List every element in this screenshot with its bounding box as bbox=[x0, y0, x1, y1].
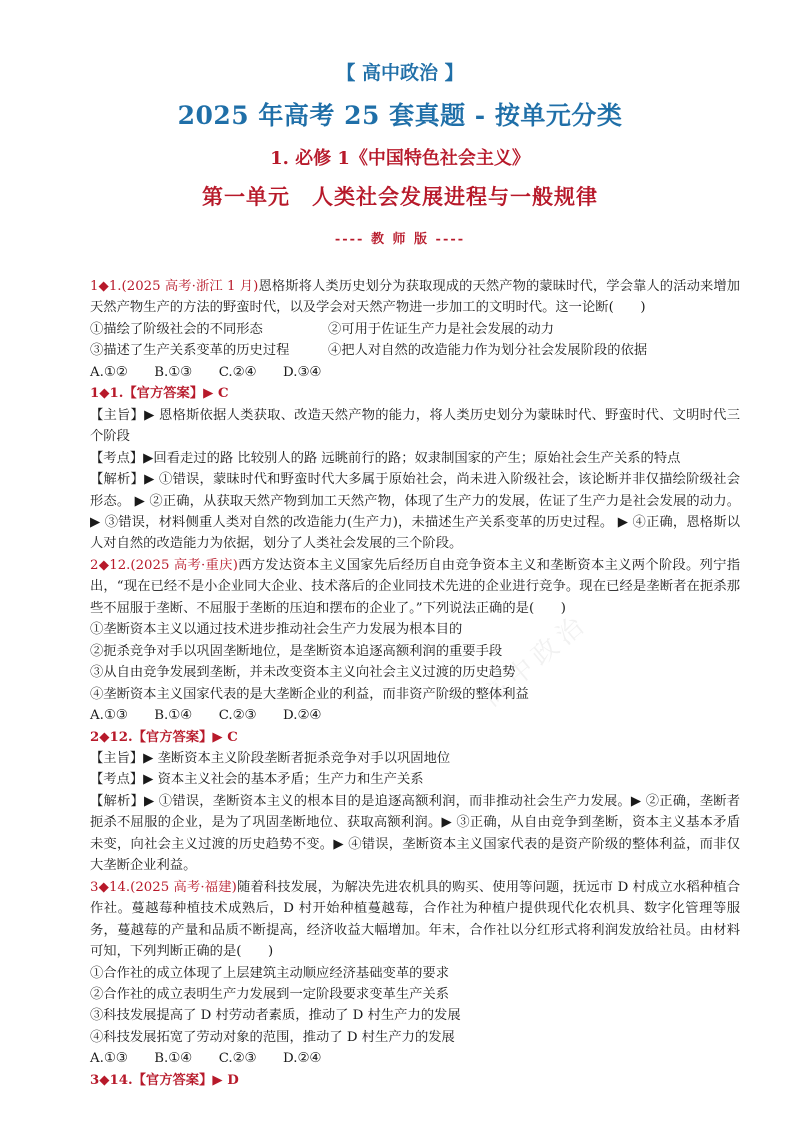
watermark: 高中政治 bbox=[476, 607, 595, 714]
question-2-stem bbox=[62, 555, 740, 619]
question-analysis: 【解析】▶ ①错误，垄断资本主义的根本目的是追逐高额利润，而非推动社会生产力发展。▶ ②正确，垄断者扼杀不屈服的企业，是为了巩固垄断地位、获取高额利润。▶ ③正确，从自由竞争到垄断，资本主义基本矛盾未变，向社会主义过渡的历史趋势不变。▶ ④错误，垄断资本主义国家代表的是资产阶级的整体利益，而非仅大垄断企业利益。 bbox=[90, 793, 740, 874]
question-source: (2025 高考·福建) bbox=[130, 879, 237, 895]
question-theme: 【主旨】▶ 垄断资本主义阶段垄断者扼杀竞争对手以巩固地位 bbox=[90, 750, 451, 766]
book-heading: 1. 必修 1《中国特色社会主义》 bbox=[270, 148, 530, 169]
question-text: 恩格斯将人类历史划分为获取现成的天然产物的蒙昧时代，学会靠人的活动来增加天然产物生产的方法的野蛮时代，以及学会对天然产物进一步加工的文明时代。这一论断( ) bbox=[90, 279, 741, 316]
question-text: 随着科技发展，为解决先进农机具的购买、使用等问题，抚远市 D 村成立水稻种植合作社。蔓越莓种植技术成熟后，D 村开始种植蔓越莓，合作社为种植户提供现代化农机具、数字化管理等服务，蔓越莓的产量和品质不断提高，经济收益大幅增加。年末，合作社以分红形式将利润发放给社员。由材料可知，下列判断正确的是( ) bbox=[90, 879, 740, 960]
question-number: 2◆12. bbox=[90, 557, 131, 573]
statement: ①描绘了阶级社会的不同形态 bbox=[90, 321, 263, 337]
page-title: 2025 年高考 25 套真题 - 按单元分类 bbox=[177, 101, 623, 130]
answer-options: A.①③ B.①④ C.②③ D.②④ bbox=[90, 1051, 322, 1067]
official-answer: 2◆12.【官方答案】▶ C bbox=[90, 729, 238, 745]
statement: ④垄断资本主义国家代表的是大垄断企业的利益，而非资产阶级的整体利益 bbox=[90, 686, 529, 702]
question-text: 西方发达资本主义国家先后经历自由竞争资本主义和垄断资本主义两个阶段。列宁指出，“现在已经不是小企业同大企业、技术落后的企业同技术先进的企业进行竞争。现在已经是垄断者在扼杀那些不屈服于垄断、不屈服于垄断的压迫和摆布的企业了。”下列说法正确的是( ) bbox=[90, 557, 740, 616]
statement: ④科技发展拓宽了劳动对象的范围，推动了 D 村生产力的发展 bbox=[90, 1029, 455, 1045]
statement-row bbox=[62, 340, 740, 361]
statement-row bbox=[62, 319, 740, 340]
question-source: (2025 高考·浙江 1 月) bbox=[121, 279, 259, 294]
statement: ③描述了生产关系变革的历史过程 bbox=[90, 343, 290, 359]
statement: ③科技发展提高了 D 村劳动者素质，推动了 D 村生产力的发展 bbox=[90, 1008, 461, 1024]
statement: ①垄断资本主义以通过技术进步推动社会生产力发展为根本目的 bbox=[90, 622, 463, 638]
question-number: 1◆1. bbox=[90, 279, 122, 294]
answer-options: A.①③ B.①④ C.②③ D.②④ bbox=[90, 708, 322, 724]
statement: ②扼杀竞争对手以巩固垄断地位，是垄断资本追逐高额利润的重要手段 bbox=[90, 643, 503, 659]
official-answer: 1◆1.【官方答案】▶ C bbox=[90, 386, 229, 402]
statement: ②合作社的成立表明生产力发展到一定阶段要求变革生产关系 bbox=[90, 986, 450, 1002]
question-theme: 【主旨】▶ 恩格斯依据人类获取、改造天然产物的能力，将人类历史划分为蒙昧时代、野蛮时代、文明时代三个阶段 bbox=[90, 407, 740, 445]
statement: ②可用于佐证生产力是社会发展的动力 bbox=[328, 321, 555, 337]
question-analysis: 【解析】▶ ①错误，蒙昧时代和野蛮时代大多属于原始社会，尚未进入阶级社会，该论断并非仅描绘阶级社会形态。 ▶ ②正确，从获取天然产物到加工天然产物，体现了生产力的发展，佐证了生产力是社会发展的动力。 ▶ ③错误，材料侧重人类对自然的改造能力(生产力)，未描述生产关系变革的历史过程。 ▶ ④正确，恩格斯以人对自然的改造能力为依据，划分了人类社会发展的三个阶段。 bbox=[90, 472, 740, 552]
statement: ③从自由竞争发展到垄断，并未改变资本主义向社会主义过渡的历史趋势 bbox=[90, 665, 516, 681]
unit-heading: 第一单元 人类社会发展进程与一般规律 bbox=[202, 184, 598, 209]
statement: ④把人对自然的改造能力作为划分社会发展阶段的依据 bbox=[328, 343, 648, 359]
question-topic: 【考点】▶ 资本主义社会的基本矛盾；生产力和生产关系 bbox=[90, 772, 424, 788]
statement: ①合作社的成立体现了上层建筑主动顺应经济基础变革的要求 bbox=[90, 965, 450, 981]
official-answer: 3◆14.【官方答案】▶ D bbox=[90, 1072, 239, 1088]
answer-options: A.①② B.①③ C.②④ D.③④ bbox=[90, 364, 322, 380]
edition-label: ---- 教 师 版 ---- bbox=[334, 232, 466, 247]
subject-heading: 【 高中政治 】 bbox=[336, 62, 464, 84]
question-number: 3◆14. bbox=[90, 879, 131, 895]
question-3-stem bbox=[62, 877, 740, 963]
question-1-stem bbox=[62, 276, 740, 319]
question-topic: 【考点】▶回看走过的路 比较别人的路 远眺前行的路；奴隶制国家的产生；原始社会生产关系的特点 bbox=[90, 450, 681, 466]
question-source: (2025 高考·重庆) bbox=[130, 557, 238, 573]
question-list bbox=[62, 276, 740, 1091]
